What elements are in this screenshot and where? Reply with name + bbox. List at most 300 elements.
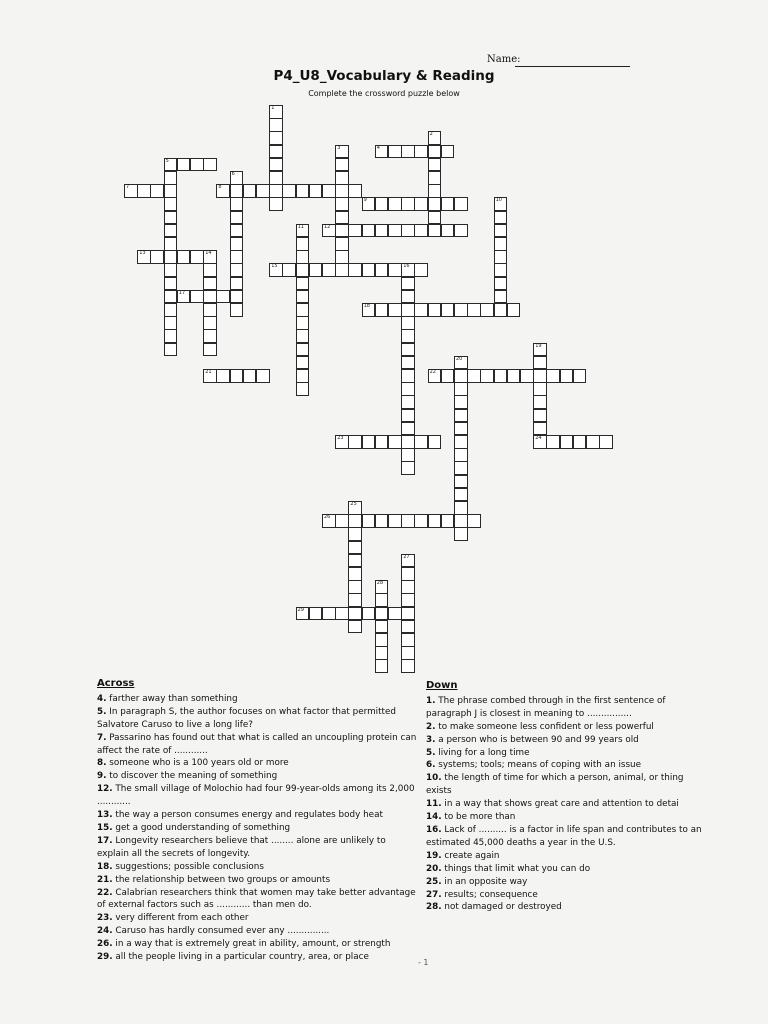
crossword-cell[interactable] [560, 435, 574, 449]
across-clue [97, 938, 419, 951]
crossword-cell[interactable] [428, 514, 442, 528]
crossword-cell[interactable] [454, 435, 468, 449]
cell-number: 16 [403, 263, 410, 270]
clue-number: 12. [97, 784, 113, 795]
crossword-cell[interactable] [296, 369, 310, 383]
crossword-cell[interactable] [335, 211, 349, 225]
crossword-cell[interactable] [164, 197, 178, 211]
crossword-cell[interactable] [388, 435, 402, 449]
clue-text: The small village of Molochio had four 99-year-olds among its 2,000 ............ [97, 784, 415, 808]
crossword-cell[interactable] [309, 607, 323, 621]
clue-number: 10. [426, 773, 442, 784]
crossword-cell[interactable] [335, 158, 349, 172]
crossword-cell[interactable] [203, 316, 217, 330]
clue-number: 25. [426, 876, 442, 887]
crossword-cell[interactable] [164, 184, 178, 198]
crossword-cell[interactable] [124, 184, 138, 198]
crossword-cell[interactable] [190, 250, 204, 264]
crossword-cell[interactable] [203, 329, 217, 343]
crossword-cell[interactable] [401, 448, 415, 462]
crossword-cell[interactable] [269, 171, 283, 185]
clue-text: systems; tools; means of coping with an issue [435, 760, 642, 771]
crossword-cell[interactable] [269, 263, 283, 277]
down-clue [426, 772, 706, 798]
crossword-cell[interactable] [296, 303, 310, 317]
clue-number: 8. [97, 758, 107, 769]
crossword-cell[interactable] [401, 659, 415, 673]
crossword-cell[interactable] [401, 369, 415, 383]
crossword-cell[interactable] [441, 145, 455, 159]
crossword-cell[interactable] [520, 369, 534, 383]
crossword-cell[interactable] [375, 659, 389, 673]
crossword-cell[interactable] [401, 395, 415, 409]
crossword-cell[interactable] [401, 646, 415, 660]
crossword-cell[interactable] [494, 250, 508, 264]
crossword-cell[interactable] [216, 369, 230, 383]
crossword-cell[interactable] [269, 118, 283, 132]
crossword-cell[interactable] [401, 593, 415, 607]
down-clue [426, 747, 706, 760]
crossword-cell[interactable] [428, 303, 442, 317]
crossword-cell[interactable] [322, 263, 336, 277]
crossword-cell[interactable] [401, 580, 415, 594]
crossword-cell[interactable] [428, 211, 442, 225]
crossword-cell[interactable] [428, 145, 442, 159]
crossword-cell[interactable] [494, 369, 508, 383]
crossword-cell[interactable] [401, 263, 415, 277]
crossword-cell[interactable] [164, 237, 178, 251]
crossword-cell[interactable] [190, 158, 204, 172]
crossword-cell[interactable] [454, 224, 468, 238]
crossword-cell[interactable] [428, 171, 442, 185]
crossword-cell[interactable] [164, 277, 178, 291]
crossword-cell[interactable] [401, 145, 415, 159]
crossword-cell[interactable] [533, 435, 547, 449]
crossword-cell[interactable] [348, 501, 362, 515]
crossword-cell[interactable] [230, 369, 244, 383]
crossword-cell[interactable] [203, 343, 217, 357]
crossword-cell[interactable] [375, 224, 389, 238]
crossword-cell[interactable] [454, 395, 468, 409]
across-clue [97, 783, 419, 809]
crossword-cell[interactable] [401, 409, 415, 423]
crossword-cell[interactable] [573, 369, 587, 383]
crossword-cell[interactable] [441, 197, 455, 211]
crossword-cell[interactable] [335, 145, 349, 159]
crossword-cell[interactable] [230, 224, 244, 238]
crossword-cell[interactable] [599, 435, 613, 449]
cell-number: 8 [218, 184, 222, 191]
crossword-cell[interactable] [362, 607, 376, 621]
crossword-cell[interactable] [296, 184, 310, 198]
clue-text: get a good understanding of something [112, 822, 291, 833]
crossword-cell[interactable] [401, 514, 415, 528]
crossword-cell[interactable] [256, 184, 270, 198]
crossword-cell[interactable] [296, 290, 310, 304]
crossword-cell[interactable] [454, 488, 468, 502]
crossword-cell[interactable] [401, 316, 415, 330]
crossword-cell[interactable] [150, 250, 164, 264]
crossword-cell[interactable] [401, 435, 415, 449]
clue-number: 1. [426, 695, 436, 706]
crossword-cell[interactable] [309, 263, 323, 277]
crossword-cell[interactable] [467, 303, 481, 317]
crossword-cell[interactable] [177, 290, 191, 304]
crossword-cell[interactable] [401, 277, 415, 291]
crossword-cell[interactable] [401, 607, 415, 621]
crossword-cell[interactable] [164, 224, 178, 238]
crossword-cell[interactable] [296, 316, 310, 330]
crossword-cell[interactable] [348, 620, 362, 634]
crossword-cell[interactable] [441, 303, 455, 317]
crossword-cell[interactable] [454, 461, 468, 475]
crossword-cell[interactable] [164, 290, 178, 304]
cell-number: 23 [337, 435, 344, 441]
crossword-cell[interactable] [362, 435, 376, 449]
crossword-cell[interactable] [164, 211, 178, 225]
clue-text: to make someone less confident or less powerful [435, 721, 654, 732]
crossword-cell[interactable] [375, 593, 389, 607]
crossword-cell[interactable] [533, 369, 547, 383]
crossword-cell[interactable] [164, 250, 178, 264]
crossword-cell[interactable] [296, 382, 310, 396]
crossword-cell[interactable] [428, 158, 442, 172]
crossword-cell[interactable] [230, 290, 244, 304]
clue-text: Lack of .......... is a factor in life span and contributes to an estimated 45,000 deaths a year in the U.S. [426, 824, 702, 848]
crossword-cell[interactable] [282, 263, 296, 277]
crossword-cell[interactable] [362, 263, 376, 277]
crossword-cell[interactable] [414, 263, 428, 277]
clue-text: Passarino has found out that what is called an uncoupling protein can affect the rate of ............ [97, 732, 417, 756]
crossword-cell[interactable] [560, 369, 574, 383]
crossword-cell[interactable] [454, 369, 468, 383]
crossword-cell[interactable] [494, 197, 508, 211]
cell-number: 20 [456, 355, 463, 362]
crossword-cell[interactable] [335, 197, 349, 211]
crossword-cell[interactable] [203, 250, 217, 264]
crossword-cell[interactable] [494, 303, 508, 317]
name-label: Name: [487, 54, 521, 65]
crossword-cell[interactable] [454, 448, 468, 462]
crossword-cell[interactable] [375, 620, 389, 634]
cell-number: 17 [178, 289, 186, 296]
clue-text: in an opposite way [441, 876, 528, 887]
crossword-cell[interactable] [401, 422, 415, 436]
down-heading: Down [426, 680, 458, 691]
crossword-cell[interactable] [454, 356, 468, 370]
crossword-cell[interactable] [441, 514, 455, 528]
crossword-cell[interactable] [573, 435, 587, 449]
crossword-cell[interactable] [203, 303, 217, 317]
crossword-cell[interactable] [414, 514, 428, 528]
crossword-cell[interactable] [494, 211, 508, 225]
crossword-cell[interactable] [401, 620, 415, 634]
crossword-cell[interactable] [375, 435, 389, 449]
crossword-cell[interactable] [296, 277, 310, 291]
down-clue [426, 850, 706, 863]
worksheet-title: P4_U8_Vocabulary & Reading [273, 68, 495, 84]
cell-number: 6 [231, 171, 235, 177]
crossword-cell[interactable] [335, 184, 349, 198]
crossword-cell[interactable] [467, 514, 481, 528]
crossword-cell[interactable] [414, 435, 428, 449]
crossword-cell[interactable] [533, 382, 547, 396]
crossword-cell[interactable] [507, 369, 521, 383]
crossword-cell[interactable] [533, 422, 547, 436]
crossword-cell[interactable] [203, 290, 217, 304]
crossword-cell[interactable] [203, 369, 217, 383]
crossword-cell[interactable] [454, 475, 468, 489]
crossword-cell[interactable] [401, 197, 415, 211]
crossword-cell[interactable] [454, 527, 468, 541]
crossword-cell[interactable] [348, 541, 362, 555]
clue-number: 7. [97, 732, 107, 743]
down-clue [426, 759, 706, 772]
crossword-cell[interactable] [441, 369, 455, 383]
crossword-cell[interactable] [230, 277, 244, 291]
crossword-cell[interactable] [375, 303, 389, 317]
crossword-cell[interactable] [177, 158, 191, 172]
crossword-cell[interactable] [414, 197, 428, 211]
crossword-cell[interactable] [362, 197, 376, 211]
crossword-cell[interactable] [296, 237, 310, 251]
crossword-cell[interactable] [388, 514, 402, 528]
crossword-cell[interactable] [164, 171, 178, 185]
crossword-cell[interactable] [441, 224, 455, 238]
crossword-cell[interactable] [362, 514, 376, 528]
crossword-cell[interactable] [216, 290, 230, 304]
cell-number: 2 [429, 131, 433, 138]
crossword-cell[interactable] [203, 277, 217, 291]
crossword-cell[interactable] [348, 435, 362, 449]
crossword-cell[interactable] [230, 237, 244, 251]
crossword-cell[interactable] [203, 158, 217, 172]
crossword-cell[interactable] [401, 303, 415, 317]
crossword-cell[interactable] [401, 461, 415, 475]
across-clue [97, 835, 419, 861]
crossword-cell[interactable] [401, 224, 415, 238]
crossword-cell[interactable] [269, 197, 283, 211]
clue-number: 3. [426, 734, 436, 745]
crossword-cell[interactable] [216, 184, 230, 198]
crossword-cell[interactable] [401, 554, 415, 568]
crossword-cell[interactable] [177, 250, 191, 264]
down-clue [426, 798, 706, 811]
crossword-cell[interactable] [309, 184, 323, 198]
crossword-cell[interactable] [137, 184, 151, 198]
crossword-cell[interactable] [269, 131, 283, 145]
crossword-cell[interactable] [230, 263, 244, 277]
crossword-cell[interactable] [414, 224, 428, 238]
clue-text: Calabrian researchers think that women may take better advantage of external factors such as ............ than men do. [97, 887, 416, 911]
crossword-cell[interactable] [137, 250, 151, 264]
crossword-cell[interactable] [533, 395, 547, 409]
crossword-cell[interactable] [164, 158, 178, 172]
cell-number: 1 [271, 105, 275, 111]
across-clue [97, 706, 419, 732]
crossword-cell[interactable] [296, 263, 310, 277]
down-clue [426, 889, 706, 902]
cell-number: 29 [297, 606, 304, 613]
crossword-cell[interactable] [348, 527, 362, 541]
crossword-cell[interactable] [454, 197, 468, 211]
crossword-cell[interactable] [203, 263, 217, 277]
crossword-cell[interactable] [494, 290, 508, 304]
crossword-cell[interactable] [335, 250, 349, 264]
crossword-cell[interactable] [388, 607, 402, 621]
crossword-cell[interactable] [296, 329, 310, 343]
crossword-cell[interactable] [230, 250, 244, 264]
crossword-cell[interactable] [322, 224, 336, 238]
crossword-cell[interactable] [401, 567, 415, 581]
crossword-cell[interactable] [348, 263, 362, 277]
crossword-cell[interactable] [296, 343, 310, 357]
crossword-cell[interactable] [335, 607, 349, 621]
crossword-cell[interactable] [335, 237, 349, 251]
crossword-cell[interactable] [348, 567, 362, 581]
crossword-cell[interactable] [546, 369, 560, 383]
crossword-cell[interactable] [348, 593, 362, 607]
crossword-cell[interactable] [480, 369, 494, 383]
crossword-cell[interactable] [282, 184, 296, 198]
crossword-cell[interactable] [401, 356, 415, 370]
crossword-cell[interactable] [428, 197, 442, 211]
crossword-cell[interactable] [375, 646, 389, 660]
crossword-cell[interactable] [375, 607, 389, 621]
crossword-cell[interactable] [362, 303, 376, 317]
crossword-cell[interactable] [401, 329, 415, 343]
crossword-cell[interactable] [388, 303, 402, 317]
crossword-cell[interactable] [230, 303, 244, 317]
crossword-cell[interactable] [348, 514, 362, 528]
across-clue [97, 887, 419, 913]
crossword-cell[interactable] [546, 435, 560, 449]
crossword-cell[interactable] [586, 435, 600, 449]
crossword-cell[interactable] [454, 422, 468, 436]
crossword-cell[interactable] [335, 514, 349, 528]
crossword-cell[interactable] [150, 184, 164, 198]
crossword-cell[interactable] [348, 580, 362, 594]
crossword-cell[interactable] [164, 329, 178, 343]
crossword-cell[interactable] [494, 263, 508, 277]
crossword-cell[interactable] [164, 263, 178, 277]
crossword-cell[interactable] [296, 356, 310, 370]
crossword-cell[interactable] [428, 224, 442, 238]
crossword-cell[interactable] [375, 145, 389, 159]
crossword-cell[interactable] [296, 607, 310, 621]
crossword-cell[interactable] [269, 158, 283, 172]
crossword-cell[interactable] [454, 382, 468, 396]
crossword-cell[interactable] [454, 303, 468, 317]
crossword-cell[interactable] [164, 303, 178, 317]
crossword-cell[interactable] [296, 224, 310, 238]
crossword-cell[interactable] [164, 343, 178, 357]
crossword-cell[interactable] [256, 369, 270, 383]
crossword-cell[interactable] [335, 435, 349, 449]
crossword-cell[interactable] [296, 250, 310, 264]
crossword-cell[interactable] [428, 184, 442, 198]
crossword-cell[interactable] [375, 197, 389, 211]
crossword-cell[interactable] [388, 145, 402, 159]
cell-number: 13 [139, 250, 146, 257]
crossword-cell[interactable] [533, 356, 547, 370]
crossword-cell[interactable] [401, 290, 415, 304]
crossword-cell[interactable] [480, 303, 494, 317]
cell-number: 22 [429, 369, 436, 375]
crossword-cell[interactable] [348, 184, 362, 198]
crossword-cell[interactable] [269, 145, 283, 159]
crossword-cell[interactable] [362, 224, 376, 238]
cell-number: 12 [324, 223, 331, 230]
crossword-cell[interactable] [243, 184, 257, 198]
crossword-cell[interactable] [401, 343, 415, 357]
crossword-cell[interactable] [494, 224, 508, 238]
crossword-cell[interactable] [388, 197, 402, 211]
crossword-cell[interactable] [454, 409, 468, 423]
crossword-cell[interactable] [454, 501, 468, 515]
crossword-cell[interactable] [454, 514, 468, 528]
crossword-cell[interactable] [335, 171, 349, 185]
crossword-cell[interactable] [322, 184, 336, 198]
crossword-cell[interactable] [533, 343, 547, 357]
crossword-cell[interactable] [269, 105, 283, 119]
crossword-cell[interactable] [375, 580, 389, 594]
crossword-cell[interactable] [414, 145, 428, 159]
crossword-cell[interactable] [230, 211, 244, 225]
crossword-cell[interactable] [401, 633, 415, 647]
crossword-cell[interactable] [335, 263, 349, 277]
crossword-cell[interactable] [164, 316, 178, 330]
clue-number: 26. [97, 939, 113, 950]
crossword-cell[interactable] [230, 197, 244, 211]
crossword-cell[interactable] [507, 303, 521, 317]
crossword-cell[interactable] [388, 263, 402, 277]
crossword-cell[interactable] [428, 435, 442, 449]
cell-number: 28 [376, 580, 384, 587]
crossword-cell[interactable] [388, 224, 402, 238]
across-clue [97, 757, 419, 770]
crossword-cell[interactable] [428, 369, 442, 383]
crossword-cell[interactable] [375, 514, 389, 528]
crossword-cell[interactable] [401, 382, 415, 396]
crossword-cell[interactable] [348, 224, 362, 238]
crossword-cell[interactable] [335, 224, 349, 238]
cell-number: 27 [403, 553, 410, 560]
crossword-cell[interactable] [230, 184, 244, 198]
crossword-cell[interactable] [375, 633, 389, 647]
crossword-cell[interactable] [348, 554, 362, 568]
crossword-cell[interactable] [322, 607, 336, 621]
crossword-cell[interactable] [269, 184, 283, 198]
clue-number: 2. [426, 721, 436, 732]
crossword-cell[interactable] [494, 237, 508, 251]
crossword-cell[interactable] [230, 171, 244, 185]
crossword-cell[interactable] [533, 409, 547, 423]
cell-number: 9 [363, 197, 367, 204]
crossword-cell[interactable] [375, 263, 389, 277]
clue-number: 5. [97, 706, 107, 717]
cell-number: 10 [495, 197, 502, 204]
crossword-cell[interactable] [414, 303, 428, 317]
crossword-cell[interactable] [243, 369, 257, 383]
crossword-cell[interactable] [494, 277, 508, 291]
crossword-cell[interactable] [322, 514, 336, 528]
crossword-cell[interactable] [467, 369, 481, 383]
clue-text: in a way that is extremely great in ability, amount, or strength [112, 939, 391, 950]
crossword-cell[interactable] [348, 607, 362, 621]
crossword-cell[interactable] [190, 290, 204, 304]
crossword-cell[interactable] [428, 131, 442, 145]
